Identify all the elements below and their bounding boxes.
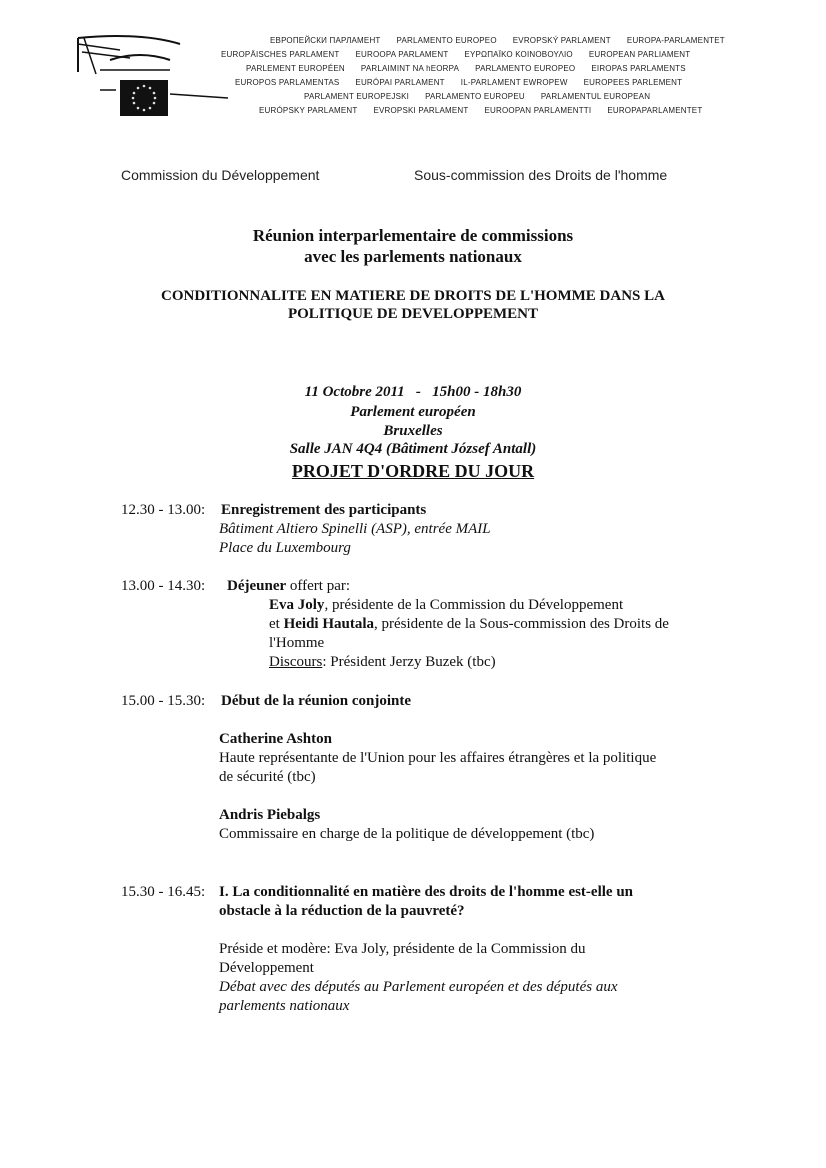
language-name: EUROPAPARLAMENTET	[607, 106, 703, 115]
agenda-item-title: I. La conditionnalité en matière des droits de l'homme est-elle un	[219, 884, 634, 900]
host-name: Eva Joly	[269, 597, 325, 613]
language-name: EUROPOS PARLAMENTAS	[235, 78, 340, 87]
language-name: PARLAMENTO EUROPEO	[396, 36, 497, 45]
agenda-item-title-suffix: offert par:	[286, 578, 351, 594]
meeting-title-line: Réunion interparlementaire de commissions	[252, 226, 574, 245]
committee-development: Commission du Développement	[121, 167, 320, 183]
agenda-time: 15.30 - 16.45:	[121, 884, 206, 900]
language-name: EVROPSKÝ PARLAMENT	[512, 36, 611, 45]
language-name: IL-PARLAMENT EWROPEW	[460, 78, 568, 87]
meeting-place-line: Parlement européen	[350, 404, 476, 420]
agenda-location: Bâtiment Altiero Spinelli (ASP), entrée MAIL	[219, 521, 491, 537]
language-line	[235, 78, 698, 87]
subcommittee-human-rights: Sous-commission des Droits de l'homme	[414, 167, 668, 183]
language-name: EUROPÄISCHES PARLAMENT	[221, 50, 340, 59]
speaker-name: Andris Piebalgs	[219, 807, 321, 823]
speech-label: Discours	[269, 654, 323, 670]
meeting-place-line: Bruxelles	[383, 423, 443, 439]
agenda-location: Place du Luxembourg	[219, 540, 351, 556]
language-name: PARLAMENT EUROPEJSKI	[304, 92, 410, 101]
host-role: , présidente de la Commission du Développement	[324, 597, 624, 613]
language-name: EURÓPSKY PARLAMENT	[259, 106, 358, 115]
meeting-room: Salle JAN 4Q4 (Bâtiment József Antall)	[289, 441, 537, 457]
language-line	[221, 50, 706, 59]
speaker-role: de sécurité (tbc)	[219, 769, 316, 785]
speech-text: : Président Jerzy Buzek (tbc)	[322, 654, 496, 670]
language-line	[304, 92, 666, 101]
language-name: ΕΥΡΩΠΑΪΚΟ ΚΟΙΝΟΒΟΥΛΙΟ	[464, 50, 573, 59]
agenda-heading: PROJET D'ORDRE DU JOUR	[291, 461, 535, 481]
speaker-name: Catherine Ashton	[219, 731, 332, 747]
debate-line: parlements nationaux	[219, 998, 350, 1014]
speaker-role: Haute représentante de l'Union pour les affaires étrangères et la politique	[219, 750, 657, 766]
language-line	[270, 36, 741, 45]
chair-line: Préside et modère: Eva Joly, présidente de la Commission du	[219, 941, 586, 957]
host-line	[269, 615, 669, 634]
host-line	[269, 596, 623, 615]
agenda-item-title	[227, 577, 350, 596]
language-name: PARLAMENTUL EUROPEAN	[540, 92, 651, 101]
agenda-item-title: Début de la réunion conjointe	[221, 693, 412, 709]
meeting-subtitle	[0, 287, 826, 323]
agenda-time: 13.00 - 14.30:	[121, 578, 206, 594]
language-name: PARLAMENTO EUROPEO	[475, 64, 576, 73]
meeting-date: 11 Octobre 2011 - 15h00 - 18h30	[304, 384, 522, 400]
meeting-title	[0, 225, 826, 267]
chair-line: Développement	[219, 960, 314, 976]
speech-line	[269, 653, 496, 672]
host-role: , présidente de la Sous-commission des Droits de	[374, 616, 669, 632]
speaker-role: Commissaire en charge de la politique de développement (tbc)	[219, 826, 595, 842]
language-name: EIROPAS PARLAMENTS	[591, 64, 686, 73]
language-name: EUROPA-PARLAMENTET	[626, 36, 725, 45]
agenda-item-title-bold: Déjeuner	[227, 578, 287, 594]
meeting-place	[0, 403, 826, 441]
meeting-subtitle-line: CONDITIONNALITE EN MATIERE DE DROITS DE L'HOMME DANS LA	[161, 288, 665, 304]
language-name: PARLEMENT EUROPÉEN	[246, 64, 345, 73]
agenda-item-title: Enregistrement des participants	[221, 502, 427, 518]
language-name: EVROPSKI PARLAMENT	[373, 106, 469, 115]
agenda-time: 12.30 - 13.00:	[121, 502, 206, 518]
meeting-title-line: avec les parlements nationaux	[304, 247, 522, 266]
language-line	[259, 106, 718, 115]
host-name: Heidi Hautala	[283, 616, 375, 632]
language-line	[246, 64, 702, 73]
language-name: ЕВРОПЕЙСКИ ПАРЛАМЕНТ	[270, 36, 381, 45]
language-name: PARLAMENTO EUROPEU	[425, 92, 525, 101]
language-name: EUROPEES PARLEMENT	[583, 78, 683, 87]
language-name: EUROOPAN PARLAMENTTI	[484, 106, 592, 115]
language-name: EUROOPA PARLAMENT	[355, 50, 449, 59]
language-name: PARLAIMINT NA hEORPA	[360, 64, 460, 73]
language-name: EURÓPAI PARLAMENT	[355, 78, 445, 87]
agenda-item-title: obstacle à la réduction de la pauvreté?	[219, 903, 465, 919]
agenda-time: 15.00 - 15.30:	[121, 693, 206, 709]
host-prefix: et	[269, 616, 284, 632]
host-role-continued: l'Homme	[269, 635, 325, 651]
debate-line: Débat avec des députés au Parlement européen et des députés aux	[219, 979, 618, 995]
meeting-subtitle-line: POLITIQUE DE DEVELOPPEMENT	[287, 306, 539, 322]
language-name: EUROPEAN PARLIAMENT	[588, 50, 691, 59]
